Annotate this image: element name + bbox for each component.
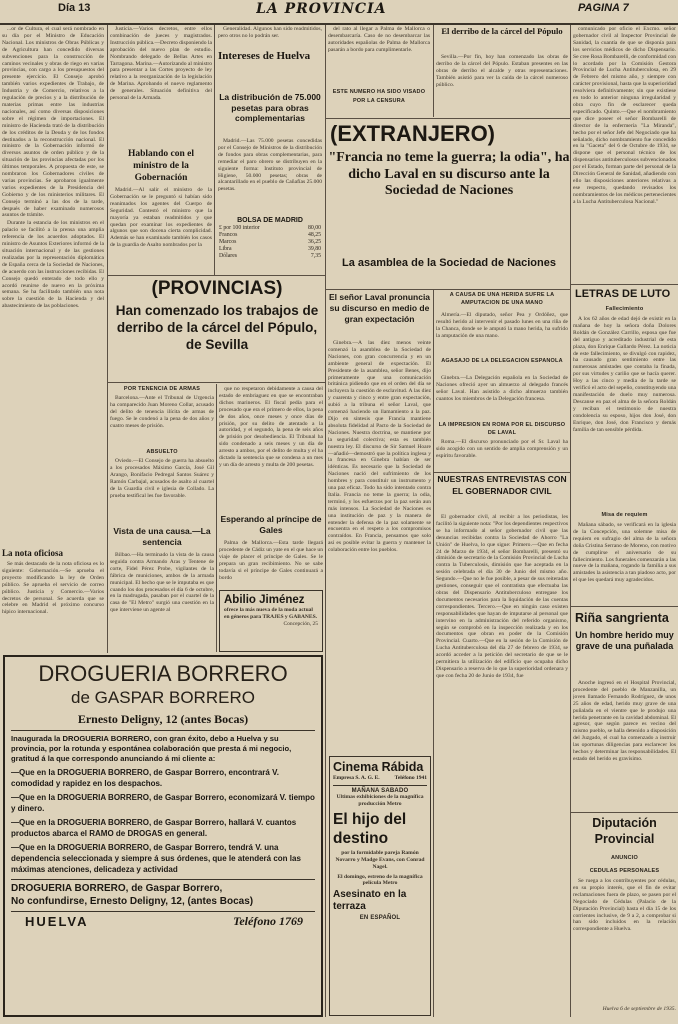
ad-abilio-address: Concepción, 25 [283, 621, 318, 627]
ad-drogueria-footer: DROGUERIA BORRERO, de Gaspar Borrero, [11, 883, 223, 894]
cinema-company: Empresa S. A. G. E. [333, 775, 380, 781]
ad-drogueria-line: —Que en la DROGUERIA BORRERO, de Gaspar Borrero, economizará V. tiempo y dinero. [11, 793, 315, 813]
censor-note: ESTE NUMERO HA SIDO VISADO POR LA CENSURA [332, 89, 426, 104]
ad-drogueria-city: HUELVA [25, 914, 89, 929]
cinema-cast: por la formidable pareja Ramón Novarro y Madge Evans, con Conrad Nagel. [335, 849, 425, 870]
article-cedulas [573, 878, 676, 1004]
article-laval-discurso [328, 340, 431, 752]
paragraph: Ginebra.—A las diez menos veinte comenzó la asamblea de la Sociedad de Naciones, con gran concurrencia y en un ambiente general de expectación. El Presidente de la asamblea, señor Benes, dijo primeramente que una comunicación británica pidiendo que en el orden del día se incluyera la cuestión de esclavitud. A las diez y cuarenta y cinco y entre gran expectación, subió a la tribuna el señor Laval, que comenzó haciendo un llamamiento a la paz. Dijo en síntesis que Francia mantiene absoluta fidelidad al Pacto de la Sociedad de Naciones. Nuestra doctrina, se mantiene por la seguridad colectiva; esta es también nuestra ley. El discurso de Sir Samuel Hoare—añadió—demostró que la política inglesa y la francesa en Ginebra habían de ser idénticas. Es necesario que la Sociedad de Naciones nació del sufrimiento de los hombres y para constituir un instrumento y una paz eficaz. Todo ha sido intentado contra Italia. Francia no teme la guerra; la odia, terminó, y los esfuerzos por la paz serán aun más intensos. La Sociedad de Naciones es una institución de paz y la manera de entender la defensa de la paz solamente se encuentra en el respeto a los compromisos contraídos. En Francia, pensamos que solo así es posible evitar la guerra y mantener la colaboración entre los pueblos. [328, 340, 431, 554]
bolsa-row [218, 239, 322, 246]
ad-abilio-name: Abilio Jiménez [224, 594, 305, 606]
ad-abilio-text: ofrece la más nueva de la moda actual en géneros para TRAJES y GABANES. [224, 607, 318, 620]
label-anuncio: ANUNCIO [610, 855, 639, 861]
article-tenencia [110, 395, 214, 447]
paragraph: Palma de Mallorca.—Esta tarde llegará procedente de Cádiz un yate en el que hace un viaje de placer el príncipe de Gales. Se le prepara un gran recibimiento. No se sabe todavía si el príncipe de Gales continuará a bordo [219, 540, 323, 581]
subheading-cedulas: CEDULAS PERSONALES [589, 868, 660, 874]
heading-agasajo: AGASAJO DE LA DELEGACION ESPAÑOLA [441, 358, 563, 364]
newspaper-name: LA PROVINCIA [256, 1, 387, 17]
rule [326, 118, 570, 119]
article-palma [328, 26, 430, 80]
bolsa-value: 80,00 [307, 225, 321, 231]
paragraph: Almería.—El diputado, señor Pea y Ordóñez, que resultó herido al intervenir el pasado lunes en una riña de la Chanca, donde se le amputó la mano herida, ha sufrido la amputación de una mano. [436, 312, 568, 339]
rule [326, 289, 570, 290]
article-derribo [436, 54, 568, 118]
rule [571, 284, 678, 285]
heading-nota-oficiosa: La nota oficiosa [2, 548, 64, 558]
cinema-phone: Teléfono 1941 [394, 775, 427, 781]
subheading-rina: Un hombre herido muy grave de una puñalada [575, 630, 674, 651]
paragraph: Madrid.—Las 75.000 pesetas concedidas por el Consejo de Ministros de la distribución de fondos para obras complementarias, para remediar el paro obrero se distribuyen en la siguiente forma: Instituto provincial de Higiene, 50.000 pesetas; obras de alcantarillado en el pueblo de Cañafías 25.000 pesetas. [218, 138, 322, 193]
paragraph: Anoche ingresó en el Hospital Provincial, procedente del pueblo de Manzanilla, un joven llamado Fernando Rodríguez, de unos 25 años de edad, herido muy grave de una puñalada en el vientre que le produjo una herida penetrante en la cavidad abdominal. El agresor, que según parece es vecino del mismo pueblo, se halla detenido a disposición del Juzgado, el cual ha comenzado a instruir las oportunas diligencias para esclarecer los hechos y determinar las responsabilidades. El estado del herido es gravísimo. [573, 680, 676, 762]
heading-rina: Riña sangrienta [575, 611, 669, 625]
ad-drogueria-borrero [3, 655, 323, 1017]
column-rule [570, 25, 571, 1017]
heading-gobernacion: Hablando con el ministro de la Gobernación [128, 149, 194, 183]
paragraph: Madrid.—Al salir el ministro de la Gobernación se le preguntó si habían sido reanimados los agentes del Cuerpo de Seguridad. Contestó el ministro que la mayoría ya estaban readmitidos y que quedan por examinar los expedientes de algunos que son docena cierta complicidad. Además se han examinado también los casos de la guardia de Asalto nombrados por la [110, 187, 212, 249]
paragraph: Mañana sábado, se verificará en la iglesia de la Concepción, una solemne misa de requiem en sufragio del alma de la señora doña Cristina Serrano de Moreno, con motivo de cumplirse el aniversario de su fallecimiento. Los funerales comenzarán a las nueve de la mañana, rogando la familia a sus amistades la asistencia a tan piadoso acto, por el que les quedará muy agradecidos. [573, 522, 676, 584]
rule [108, 382, 325, 383]
paragraph: El gobernador civil, al recibir a los periodistas, les facilitó la siguiente nota: "Por los dependientes respectivos se ha informado al señor gobernador civil que las denuncias recibidas contra la Sociedad de Ahorro "La Unión" de Huelva, lo que sigue: Primero.—Que en fecha 24 de Marzo de 1934, el señor Bombarelli, presentó su dimisión de secretario de la Comisión Provincial de Lucha contra la Tuberculosis, dimisión que fue aceptada en la sesión celebrada el día 30 de Junio del mismo año. Segundo.—Que no le fue posible, a pesar de sus reiteradas gestiones, conseguir que el contratista que efectuaba las obras del Dispensario Antituberculoso entregase los documentos necesarios para la liquidación de las cuentas correspondientes. Tercero.—Que en ningún caso existen responsabilidades que hayan de imputarse al personal que intervino en la administración del referido organismo, según se comprobó en la inspección realizada y en los documentos que obran en poder de la Comisión Provincial. Cuarto.—Que en la sesión de la Comisión de Lucha Antituberculosa del día 27 de febrero de 1934, se acordó acceder a la petición del secretario de que se le permitiera la utilización del edificio que ocupaba dicho Dispensario a reserva de lo que la superioridad ordenara y que con fecha 20 de Junio de 1934, fue [436, 514, 568, 679]
bolsa-label: Dólares [219, 253, 238, 259]
cinema-info [333, 775, 427, 783]
headline-carcel-populo: Han comenzado los trabajos de derribo de la cárcel del Pópulo, de Sevilla [115, 303, 319, 352]
article-impresion-roma [436, 439, 568, 469]
paragraph: A los 62 años de edad dejó de existir en la mañana de hoy la señora doña Dolores Roldán de González Carrillo, esposa que fue del antiguo y acreditado industrial de esta plaza, don Enrique Gallardo Pérez. La noticia de este fallecimiento, se divulgó con rapidez, ha causado gran sentimiento entre las numerosas amistades que contaba la finada, por sus virtudes y cariño que se hacía querer. Hoy a las cinco y media de la tarde se verificó el acto del sepelio, constituyendo una manifestación de duelo muy numerosa. Descanse en paz el alma de la señora Roldán y reciban el testimonio de nuestra condolencia su esposo, hijos don José, don Enrique, don José, don Francisco y demás familia de tan sensible pérdida. [573, 316, 676, 433]
article-entrevistas [436, 514, 568, 1017]
rule [11, 911, 315, 912]
cinema-name: Cinema Rábida [333, 760, 424, 774]
column-rule [325, 25, 326, 1017]
subheading-misa: Misa de requiem [601, 512, 648, 518]
section-extranjero: (EXTRANJERO) [330, 121, 496, 146]
column-rule [433, 290, 434, 1017]
article-absuelto [110, 458, 214, 524]
paragraph: Roma.—El discurso pronunciado por el Sr. Laval ha sido acogido con un sentido de amplia comprensión y un espíritu favorable. [436, 439, 568, 459]
rule [108, 275, 325, 276]
bolsa-row [218, 253, 322, 260]
ad-drogueria-subtitle: de GASPAR BORRERO [71, 688, 255, 707]
paragraph: Bilbao.—Ha terminado la vista de la causa seguida contra Armando Aras y Tentene de corte, Fidel Pérez Probe, vigilantes de la fábrica de municiones, ambos de la armada municipal. El hecho que se le imputaba es que cuando los dos procesados el día 6 de octubre, en la madrugada, pasaban por el cuartel de la casa de "El Metro" surgió una cuestión en la que interviene un agente al [110, 552, 214, 614]
heading-principe-gales: Esperando al príncipe de Gales [220, 514, 322, 535]
article-fallecimiento [573, 316, 676, 510]
paragraph: comunicado por oficio el Excmo. señor gobernador civil al Inspector Provincial de Sanidad, la cuantía de que se disponía para los servicios médicos de dicho Dispensario. Se cree Rosa Bombarelli, de conformidad con lo acordado por la Comisión Gestora Provincial de Lucha Antituberculosa, en 29 de Febrero del mismo año, y siempre con carácter provisional, hasta que la superioridad resolviera definitivamente; sin que existiese en todo lo anterior ninguna irregularidad y obra cuyo fin de esclarecer queda especificado. Quinto.—Que el nombramiento que dice poseer el señor Bombarelli de director de la enfermería "La Miranda", hecho por el señor Jefe del Negociado que ha señalado, dicho nombramiento fue concedido en la "Gaceta" del 6 de Octubre de 1934, se dispone que el personal técnico de los dispensarios antituberculosos subvencionados por el Estado, forman parte del personal de la Dirección General de Sanidad, añadiendo con ello las disposiciones anteriores relativas a ese respecto, quedando revisados los nombramientos de los médicos pertenecientes a la Lucha Antituberculosa Nacional." [573, 26, 676, 205]
heading-intereses-huelva: Intereses de Huelva [218, 50, 311, 62]
heading-absuelto: ABSUELTO [146, 449, 178, 455]
rule [11, 730, 315, 731]
paragraph: Durante la estancia de los ministros en el palacio se facilitó a la prensa una amplia referencia de los acuerdos adoptados. El ministro de Asuntos Exteriores informó de la situación internacional y de las gestiones realizadas por la representación diplomática de España cerca de la Sociedad de Naciones, de acuerdo con las instrucciones recibidas. El Consejo quedó enterado de todo ello y acordó reunirse de nuevo en la próxima semana. Se ha facilitado también una nota sobre la cuestión de la Hacienda y del abastecimiento de las poblaciones. [2, 220, 104, 310]
paragraph: Barcelona.—Ante el Tribunal de Urgencia ha comparecido Juan Moreno Collar, acusado del delito de tenencia ilícita de armas de fuego. Se le condenó a la pena de dos años y cuatro meses de prisión. [110, 395, 214, 429]
column-rule [433, 25, 434, 117]
column-rule [107, 25, 108, 653]
rule [434, 472, 570, 473]
ad-drogueria-list [11, 767, 315, 875]
rule [571, 812, 678, 813]
ad-drogueria-line: —Que en la DROGUERIA BORRERO, de Gaspar Borrero, hallará V. cuantos productos abarca el RAMO de DROGAS en general. [11, 818, 297, 838]
article-consejo-ministros [2, 26, 104, 466]
paragraph: que no respetaron debidamente a causa del estado de embriaguez en que se encontraban dichos marineros. El fiscal pedía para el procesado que era el primero de ellos, la pena de dos años, once meses y once días de prisión, por su delito de atentado a la autoridad, y el segundo, la pena de seis años de prisión por desobediencia. El Tribunal ha sido condenado a seis meses y un día de arresto a ambos, por el delito de multa y el ha dictado la sentencia que se condena a un mes y un día de arresto y multa de 200 pesetas. [219, 386, 323, 468]
paragraph: Oviedo.—El Consejo de guerra ha absuelto a los procesados Máximo García, José Gil Arango, Bonifacio Pedregal Santos Suárez y Ramón Carbajal, acusados de asalto al cuartel de la Guardia civil e iglesia de Collado. La prueba testifical les fue favorable. [110, 458, 214, 499]
headline-laval: "Francia no teme la guerra; la odia", ha dicho Laval en su discurso ante la Sociedad de Naciones [328, 150, 570, 198]
paragraph: Sevilla.—Por fin, hoy han comenzado las obras de derribo de la cárcel del Pópulo. Estaban presentes en las obras de derribo el alcalde y otras representaciones. También asistió para ver la caída de la cárcel numeroso público. [436, 54, 568, 88]
bolsa-label: Marcos [219, 239, 237, 245]
masthead-rule [0, 23, 678, 25]
bolsa-row [218, 232, 322, 239]
bolsa-label: Libra [219, 246, 232, 252]
cinema-desc: Ultimas exhibiciones de la magnífica producción Metro [336, 794, 424, 807]
article-misa [573, 522, 676, 602]
ad-abilio-jimenez [219, 590, 323, 652]
article-agasajo [436, 375, 568, 421]
ad-cinema-rabida [329, 756, 431, 1016]
article-amputacion [436, 312, 568, 356]
column-rule [216, 384, 217, 652]
rule [333, 785, 427, 786]
article-nota-oficiosa [2, 561, 104, 653]
date-line: Huelva 6 de septiembre de 1935. [602, 1006, 676, 1012]
ad-drogueria-address: Ernesto Deligny, 12 (antes Bocas) [77, 712, 249, 726]
bolsa-title: BOLSA DE MADRID [237, 217, 303, 224]
paragraph: Ginebra.—La Delegación española en la Sociedad de Naciones ofreció ayer un almuerzo al delegado francés señor Laval. Han asistido a dicho almuerzo también cuantos los miembros de la Delegación francesa. [436, 375, 568, 402]
article-dispensario [573, 26, 676, 282]
issue-day: Día 13 [58, 2, 91, 14]
cinema-film: El hijo del destino [333, 810, 407, 847]
heading-letras-luto: LETRAS DE LUTO [575, 288, 671, 300]
bolsa-madrid [218, 216, 322, 274]
bolsa-value: 48,25 [307, 232, 321, 238]
paragraph: del rato al llegar a Palma de Mallorca o desembarcaría. Caso de no desembarcar las autoridades españolas de Palma de Mallorca pasarán a bordo para cumplimentarle. [328, 26, 430, 53]
ad-drogueria-intro: Inaugurada la DROGUERIA BORRERO, con gran éxito, debo a Huelva y su provincia, por la rotunda y espontánea colaboración que presta á mi negocio, gratitud á la que correspondo anunciando á mi cliente a: [11, 734, 292, 763]
article-vista-causa [110, 552, 214, 652]
page-number: PAGINA 7 [578, 2, 629, 14]
article-gobernacion [110, 187, 212, 273]
heading-tenencia: POR TENENCIA DE ARMAS [123, 386, 201, 392]
cinema-film2: Asesinato en la terraza [333, 889, 407, 913]
bolsa-label: £ por 100 interior [219, 225, 260, 231]
bolsa-value: 36,25 [307, 239, 321, 245]
heading-vista-causa: Vista de una causa.—La sentencia [113, 526, 211, 547]
heading-derribo: El derribo de la cárcel del Pópulo [441, 26, 563, 36]
bolsa-value: 39,80 [307, 246, 321, 252]
ad-drogueria-phone: Teléfono 1769 [233, 914, 303, 928]
ad-drogueria-line: —Que en la DROGUERIA BORRERO, de Gaspar Borrero, tendrá V. una dependencia seleccionada y siempre á sus órdenes, que le atenderá con las máximas atenciones, delicadeza y actividad [11, 843, 301, 874]
article-generalidad [218, 26, 322, 46]
bolsa-row [218, 246, 322, 253]
article-distribucion [218, 138, 322, 214]
section-provincias: (PROVINCIAS) [151, 278, 283, 299]
article-principe-gales [219, 540, 323, 588]
heading-laval-discurso: El señor Laval pronuncia su discurso en medio de gran expectación [328, 292, 431, 324]
cinema-when: MAÑANA SABADO [351, 788, 409, 794]
paragraph: Generalidad. Algunos han sido readmitidos, pero otros no lo podrán ser. [218, 26, 322, 39]
article-rina [573, 680, 676, 810]
ad-drogueria-line: —Que en la DROGUERIA BORRERO, de Gaspar Borrero, encontrará V. comodidad y rapidez en los despachos. [11, 768, 279, 788]
paragraph: Se ruega a los contribuyentes por cédulas, en su propio interés, que el fin de evitar reclamaciones fuera de plazo, se pasen por el Negociado de Cédulas (Palacio de la Diputación Provincial) hasta el día 15 de los corrientes inclusive, de 9 a 2, a comprobar si han sido incluidos en la relación correspondiente a Huelva. [573, 878, 676, 933]
article-sentencia [219, 386, 323, 510]
column-rule [214, 25, 215, 275]
cinema-extra: El domingo, estreno de la magnífica película Metro [337, 873, 423, 887]
bolsa-table [218, 225, 322, 260]
cinema-lang: EN ESPAÑOL [359, 915, 401, 922]
heading-amputacion: A CAUSA DE UNA HERIDA SUFRE LA AMPUTACION DE UNA MANO [449, 292, 555, 306]
article-decretos [110, 26, 212, 144]
heading-entrevistas: NUESTRAS ENTREVISTAS CON EL GOBERNADOR CIVIL [437, 474, 567, 496]
bolsa-value: 7,35 [310, 253, 321, 259]
subheading-distribucion: La distribución de 75.000 pesetas para obras complementarias [219, 92, 321, 123]
paragraph: Se más destacado de la nota oficiosa es lo siguiente: Gobernación.—Se aprueba el proyecto modificando la ley de Orden público. Se aprueba el servicio de correo público. Justicia y Comercio.—Varios decretos de personal. Se acuerda que se celebre en Madrid el próximo concurso hípico internacional. [2, 561, 104, 616]
rule [11, 879, 315, 880]
subheading-asamblea: La asamblea de la Sociedad de Naciones [342, 257, 556, 269]
ad-drogueria-footer2: No confundirse, Ernesto Deligny, 12, (antes Bocas) [11, 896, 254, 907]
ad-drogueria-bottom [11, 914, 315, 930]
rule [571, 606, 678, 607]
bolsa-row [218, 225, 322, 232]
ad-drogueria-title: DROGUERIA BORRERO [38, 661, 288, 686]
bolsa-label: Francos [219, 232, 238, 238]
heading-diputacion: Diputación Provincial [592, 816, 657, 846]
paragraph: ...or de Cultura, el cual será nombrado en su día por el Ministro de Educación Nacional. Los ministros de Obras Públicas y de Agricultura han concedido diversas subvenciones para la construcción de caminos vecinales y obras de riego en varias provincias, con cargo a los presupuestos del presente ejercicio. El Consejo aprobó también varios expedientes de Trabajo, de Industria y de Comercio, relativos a la regulación de precios y a la distribución de materias primas entre las industrias nacionales, así como diversas disposiciones sobre el régimen de importaciones. El ministro de Hacienda trató de la distribución de los créditos de la Deuda y de los fondos destinados a la reconstrucción nacional. El ministro de la Gobernación informó de diversos asuntos de orden público y de la situación de las provincias afectadas por los últimos temporales. A propuesta de este, se nombraron los Gobernadores civiles de varias provincias. Se aprobaron igualmente varios expedientes de la Presidencia del Gobierno y de los ministerios militares. El Consejo terminó a las dos de la tarde, después de haber examinado numerosos asuntos de trámite. [2, 26, 104, 219]
subheading-fallecimiento: Fallecimiento [605, 306, 644, 312]
heading-impresion-roma: LA IMPRESION EN ROMA POR EL DISCURSO DE LAVAL [438, 422, 566, 436]
paragraph: Justicia.—Varios decretos, entre ellos combinación de jueces y magistrados. Instrucción pública.—Decreto disponiendo la aprobación del nuevo plan de estudio. Nombrando delegado de Bellas Artes en Tarragona. Marina.—Autorizando al ministro para presentar a las Cortes proyecto de ley relativo a la reorganización de la legislación de Marina. Aprobando el nuevo reglamento de generales. Situación definitiva del personal de la Armada. [110, 26, 212, 102]
